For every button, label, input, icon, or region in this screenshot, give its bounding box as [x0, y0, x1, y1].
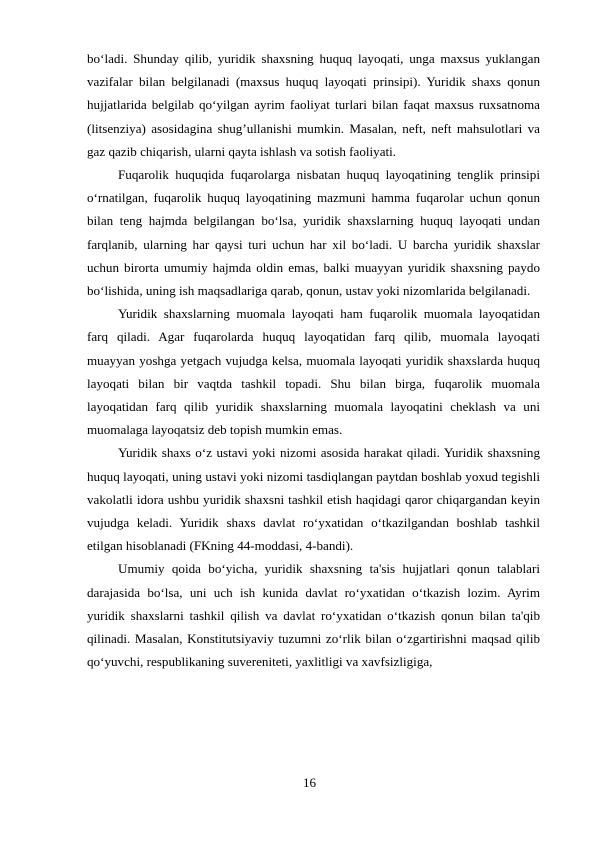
- document-page: [87, 47, 540, 673]
- paragraph-state-registration: Umumiy qoida bo‘yicha, yuridik shaxsning ta'sis hujjatlari qonun talablari darajasida bo‘lsa, uni uch ish kunida davlat ro‘yxatidan o‘tkazish lozim. Ayrim yuridik shaxslarni tashkil qilish va davlat ro‘yxatidan o‘tkazish qonun bilan ta'qib qilinadi. Masalan, Konstitutsiyaviy tuzumni zo‘rlik bilan o‘zgartirishni maqsad qilib qo‘yuvchi, respublikaning suvereniteti, yaxlitligi va xavfsizligiga,: [87, 561, 540, 670]
- paragraph-legal-capacity-equality: Fuqarolik huquqida fuqarolarga nisbatan huquq layoqatining tenglik prinsipi o‘rnatilgan, fuqarolik huquq layoqatining mazmuni hamma fuqarolar uchun qonun bilan teng hajmda belgilangan bo‘lsa, yuridik shaxslarning huquq layoqati undan farqlanib, ularning har qaysi turi uchun har xil bo‘ladi. U barcha yuridik shaxslar uchun birorta umumiy hajmda oldin emas, balki muayyan yuridik shaxsning paydo bo‘lishida, uning ish maqsadlariga qarab, qonun, ustav yoki nizomlarida belgilanadi.: [87, 167, 540, 299]
- paragraph-dispositive-capacity: Yuridik shaxslarning muomala layoqati ham fuqarolik muomala layoqatidan farq qiladi. Agar fuqarolarda huquq layoqatidan farq qilib, muomala layoqati muayyan yoshga yetgach vujudga kelsa, muomala layoqati yuridik shaxslarda huquq layoqati bilan bir vaqtda tashkil topadi. Shu bilan birga, fuqarolik muomala layoqatidan farq qilib yuridik shaxslarning muomala layoqatini cheklash va uni muomalaga layoqatsiz deb topish mumkin emas.: [87, 306, 540, 438]
- paragraph-continuation: bo‘ladi. Shunday qilib, yuridik shaxsning huquq layoqati, unga maxsus yuklangan vazifalar bilan belgilanadi (maxsus huquq layoqati prinsipi). Yuridik shaxs qonun hujjatlarida belgilab qo‘yilgan ayrim faoliyat turlari bilan faqat maxsus ruxsatnoma (litsenziya) asosidagina shug’ullanishi mumkin. Masalan, neft, neft mahsulotlari va gaz qazib chiqarish, ularni qayta ishlash va sotish faoliyati.: [87, 51, 540, 159]
- page-number: 16: [302, 775, 317, 790]
- paragraph-charter-basis: Yuridik shaxs o‘z ustavi yoki nizomi asosida harakat qiladi. Yuridik shaxsning huquq layoqati, uning ustavi yoki nizomi tasdiqlangan paytdan boshlab yoxud tegishli vakolatli idora ushbu yuridik shaxsni tashkil etish haqidagi qaror chiqargandan keyin vujudga keladi. Yuridik shaxs davlat ro‘yxatidan o‘tkazilgandan boshlab tashkil etilgan hisoblanadi (FKning 44-moddasi, 4-bandi).: [87, 445, 540, 554]
